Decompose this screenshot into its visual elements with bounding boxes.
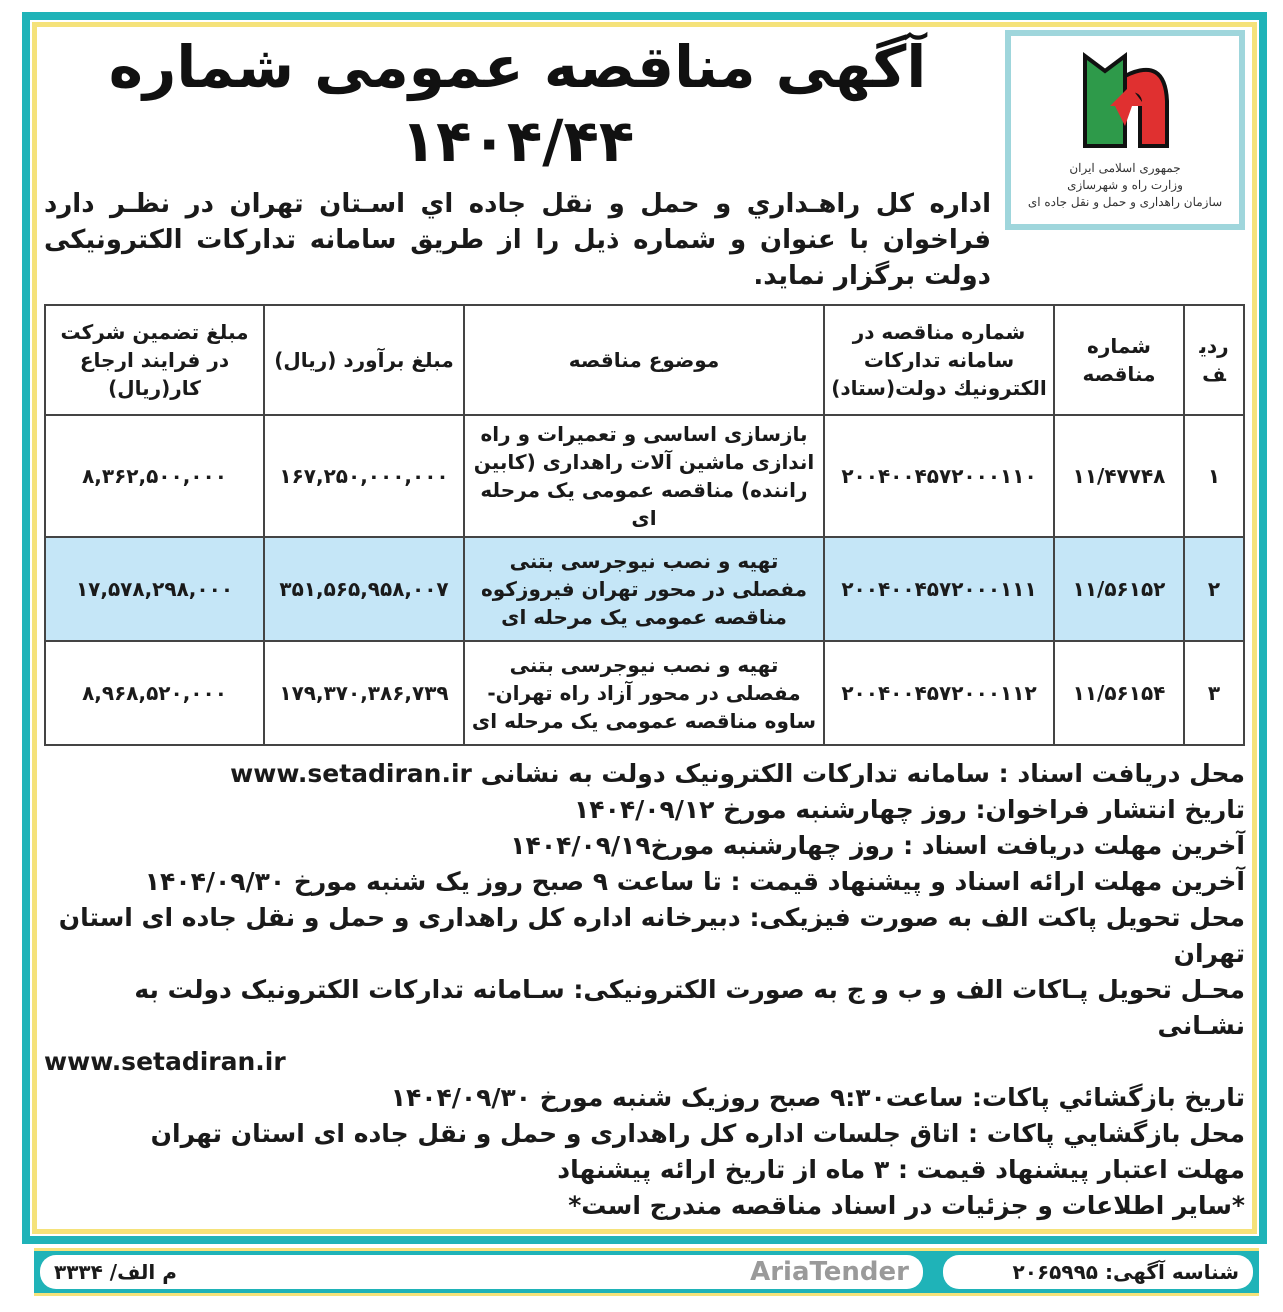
subject: بازسازی اساسی و تعمیرات و راه اندازی ماشین آلات راهداری (کابین راننده) مناقصه عمومی یک مرحله ای [464, 415, 824, 537]
detail-line: محل تحویل پاکت الف به صورت فیزیکی: دبیرخانه اداره کل راهداری و حمل و نقل جاده ای استان تهران [58, 903, 1245, 968]
footer-band [34, 1248, 1259, 1296]
subject: تهیه و نصب نیوجرسی بتنی مفصلی در محور آزاد راه تهران-ساوه مناقصه عمومی یک مرحله ای [464, 641, 824, 745]
ad-header [44, 30, 1245, 294]
detail-line: *سایر اطلاعات و جزئیات در اسناد مناقصه مندرج است* [568, 1191, 1245, 1220]
estimate: ۳۵۱,۵۶۵,۹۵۸,۰۰۷ [264, 537, 464, 641]
tender-table [44, 304, 1245, 746]
logo-caption-3: سازمان راهداری و حمل و نقل جاده ای [1027, 195, 1223, 209]
road-maintenance-logo-icon [1070, 46, 1180, 156]
guarantee: ۸,۹۶۸,۵۲۰,۰۰۰ [45, 641, 264, 745]
row-no: ۱ [1184, 415, 1244, 537]
detail-line: محـل تحویل پـاکات الف و ب و ج به صورت الکترونیکی: سـامانه تدارکات الکترونیک دولت به نشـانی [134, 975, 1245, 1040]
details-text [44, 756, 1245, 1224]
ad-id: شناسه آگهی: ۲۰۶۵۹۹۵ [943, 1255, 1253, 1289]
intro-text: اداره کل راهـداري و حمل و نقل جاده اي اسـتان تهران در نظـر دارد فراخوان با عنوان و شماره ذیل را از طریق سامانه تدارکات الکترونیکی دولت برگزار نماید. [44, 189, 991, 291]
guarantee: ۱۷,۵۷۸,۲۹۸,۰۰۰ [45, 537, 264, 641]
setad-number: ۲۰۰۴۰۰۴۵۷۲۰۰۰۱۱۰ [824, 415, 1054, 537]
tender-number: ۱۱/۵۶۱۵۴ [1054, 641, 1184, 745]
detail-line: تاریخ انتشار فراخوان: روز چهارشنبه مورخ ۱۴۰۴/۰۹/۱۲ [574, 795, 1245, 824]
ad-frame [22, 12, 1267, 1244]
detail-line: www.setadiran.ir [44, 1047, 286, 1076]
logo-box [1005, 30, 1245, 230]
estimate: ۱۶۷,۲۵۰,۰۰۰,۰۰۰ [264, 415, 464, 537]
setad-number: ۲۰۰۴۰۰۴۵۷۲۰۰۰۱۱۱ [824, 537, 1054, 641]
header-guarantee: مبلغ تضمین شرکت در فرایند ارجاع کار(ریال) [45, 305, 264, 415]
header-row-no: ردیف [1184, 305, 1244, 415]
detail-line: مهلت اعتبار پیشنهاد قیمت : ۳ ماه از تاریخ ارائه پیشنهاد [557, 1155, 1245, 1184]
logo-caption-2: وزارت راه و شهرسازی [1067, 178, 1183, 192]
logo-caption-1: جمهوری اسلامی ایران [1069, 161, 1181, 175]
tender-number: ۱۱/۴۷۷۴۸ [1054, 415, 1184, 537]
table-row [45, 537, 1244, 641]
detail-line: محل بازگشايي پاکات : اتاق جلسات اداره کل راهداری و حمل و نقل جاده ای استان تهران [150, 1119, 1245, 1148]
watermark: AriaTender [750, 1257, 909, 1287]
header-subject: موضوع مناقصه [464, 305, 824, 415]
setad-number: ۲۰۰۴۰۰۴۵۷۲۰۰۰۱۱۲ [824, 641, 1054, 745]
subject: تهیه و نصب نیوجرسی بتنی مفصلی در محور تهران فیروزکوه مناقصه عمومی یک مرحله ای [464, 537, 824, 641]
header-estimate: مبلغ برآورد (ریال) [264, 305, 464, 415]
table-row [45, 415, 1244, 537]
table-header-row [45, 305, 1244, 415]
detail-line: آخرین مهلت دریافت اسناد : روز چهارشنبه مورخ۱۴۰۴/۰۹/۱۹ [510, 831, 1245, 860]
ad-code: م الف/ ۳۳۳۴ [54, 1260, 177, 1284]
footer-code-box [40, 1255, 923, 1289]
tender-number: ۱۱/۵۶۱۵۲ [1054, 537, 1184, 641]
header-text [44, 30, 991, 294]
ad-title: آگهی مناقصه عمومی شماره ۱۴۰۴/۴۴ [108, 33, 927, 175]
detail-line: محل دریافت اسناد : سامانه تدارکات الکترونیک دولت به نشانی www.setadiran.ir [230, 759, 1245, 788]
table-row [45, 641, 1244, 745]
guarantee: ۸,۳۶۲,۵۰۰,۰۰۰ [45, 415, 264, 537]
estimate: ۱۷۹,۳۷۰,۳۸۶,۷۳۹ [264, 641, 464, 745]
header-setad-number: شماره مناقصه در سامانه تدارکات الکترونیك دولت(ستاد) [824, 305, 1054, 415]
row-no: ۲ [1184, 537, 1244, 641]
header-tender-number: شماره مناقصه [1054, 305, 1184, 415]
detail-line: آخرین مهلت ارائه اسناد و پیشنهاد قیمت : تا ساعت ۹ صبح روز یک شنبه مورخ ۱۴۰۴/۰۹/۳۰ [144, 867, 1245, 896]
detail-line: تاریخ بازگشائي پاکات: ساعت۹:۳۰ صبح روزیک شنبه مورخ ۱۴۰۴/۰۹/۳۰ [390, 1083, 1245, 1112]
row-no: ۳ [1184, 641, 1244, 745]
